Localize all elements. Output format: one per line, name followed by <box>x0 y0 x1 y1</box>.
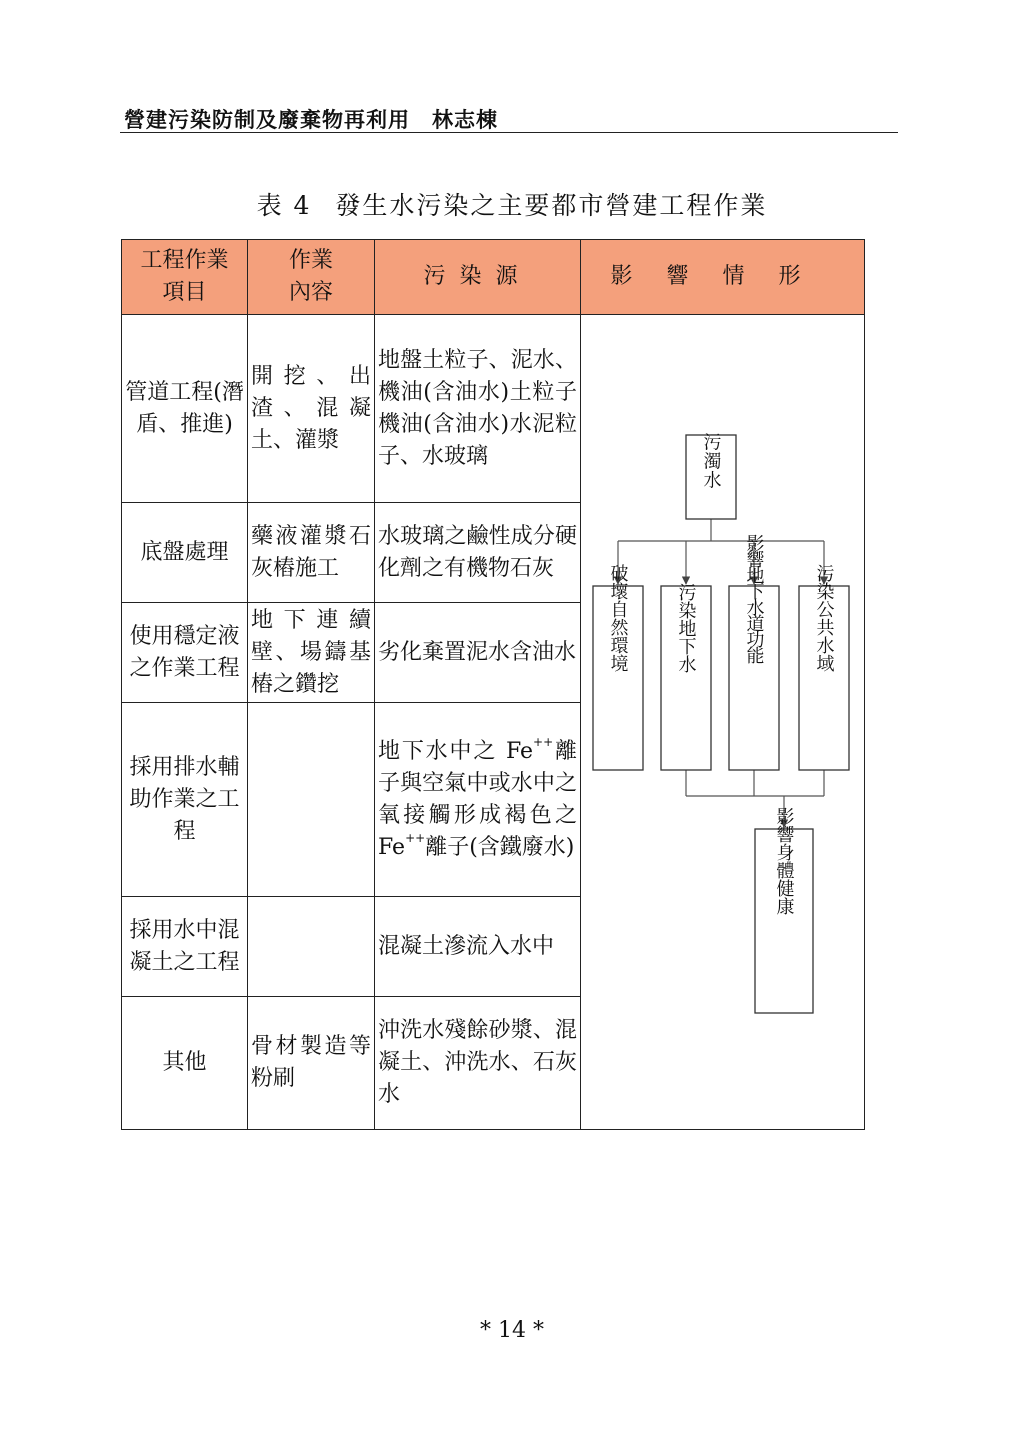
row-content: 骨材製造等粉刷 <box>248 997 375 1130</box>
impact-flowchart <box>581 315 871 1132</box>
row-source-part: 地下水中之 Fe <box>378 738 534 764</box>
header-content <box>248 240 375 315</box>
page-number: * 14 * <box>480 1318 544 1343</box>
row-content <box>248 897 375 997</box>
running-header <box>124 104 498 134</box>
row-source: 水玻璃之鹼性成分硬化劑之有機物石灰 <box>375 503 581 603</box>
header-impact: 影響情形 <box>581 240 865 315</box>
flow-box-2-label: 污染地下水 <box>675 583 697 673</box>
row-source: 沖洗水殘餘砂漿、混凝土、沖洗水、石灰水 <box>375 997 581 1130</box>
flow-box-4-label: 污染公共水域 <box>813 564 835 672</box>
table-row <box>122 315 865 503</box>
superscript: ++ <box>533 734 554 749</box>
flow-box-bottom-label: 影響身體健康 <box>773 807 795 915</box>
header-rule <box>120 132 898 133</box>
row-content: 地下連續壁、場鑄基樁之鑽挖 <box>248 603 375 703</box>
row-item: 底盤處理 <box>122 503 248 603</box>
superscript: ++ <box>405 830 426 845</box>
row-source: 地盤土粒子、泥水、機油(含油水)土粒子機油(含油水)水泥粒子、水玻璃 <box>375 315 581 503</box>
row-source-part: 離子與空氣中或水中之氧接觸形成褐色之 Fe <box>378 738 577 860</box>
flow-box-top-label: 污濁水 <box>700 432 722 490</box>
row-item: 採用水中混凝土之工程 <box>122 897 248 997</box>
row-source <box>375 703 581 897</box>
row-content: 開挖、出渣、混凝土、灌漿 <box>248 315 375 503</box>
row-content <box>248 703 375 897</box>
row-source: 劣化棄置泥水含油水 <box>375 603 581 703</box>
row-item: 其他 <box>122 997 248 1130</box>
pollution-table <box>121 239 865 1130</box>
row-item: 採用排水輔助作業之工程 <box>122 703 248 897</box>
flow-box-1-label: 破壞自然環境 <box>607 564 629 672</box>
row-source: 混凝土滲流入水中 <box>375 897 581 997</box>
header-content-line2: 內容 <box>288 280 333 305</box>
header-item <box>122 240 248 315</box>
header-item-line1: 工程作業 <box>140 248 229 273</box>
header-content-line1: 作業 <box>288 248 333 273</box>
flow-box-3-label: 影響地下水道功能 <box>743 534 765 662</box>
row-content: 藥液灌漿石灰樁施工 <box>248 503 375 603</box>
header-item-line2: 項目 <box>162 280 207 305</box>
header-title: 營建污染防制及廢棄物再利用 <box>124 107 410 132</box>
header-author: 林志棟 <box>432 107 498 132</box>
impact-flowchart-cell <box>581 315 865 1130</box>
row-source-part: 離子(含鐵廢水) <box>425 834 575 860</box>
table-header-row <box>122 240 865 315</box>
header-source: 污染源 <box>375 240 581 315</box>
table-caption-title: 發生水污染之主要都市營建工程作業 <box>335 191 768 220</box>
row-item: 管道工程(潛盾、推進) <box>122 315 248 503</box>
row-item: 使用穩定液之作業工程 <box>122 603 248 703</box>
table-caption-label: 表 4 <box>256 191 312 220</box>
table-caption <box>0 186 1024 222</box>
